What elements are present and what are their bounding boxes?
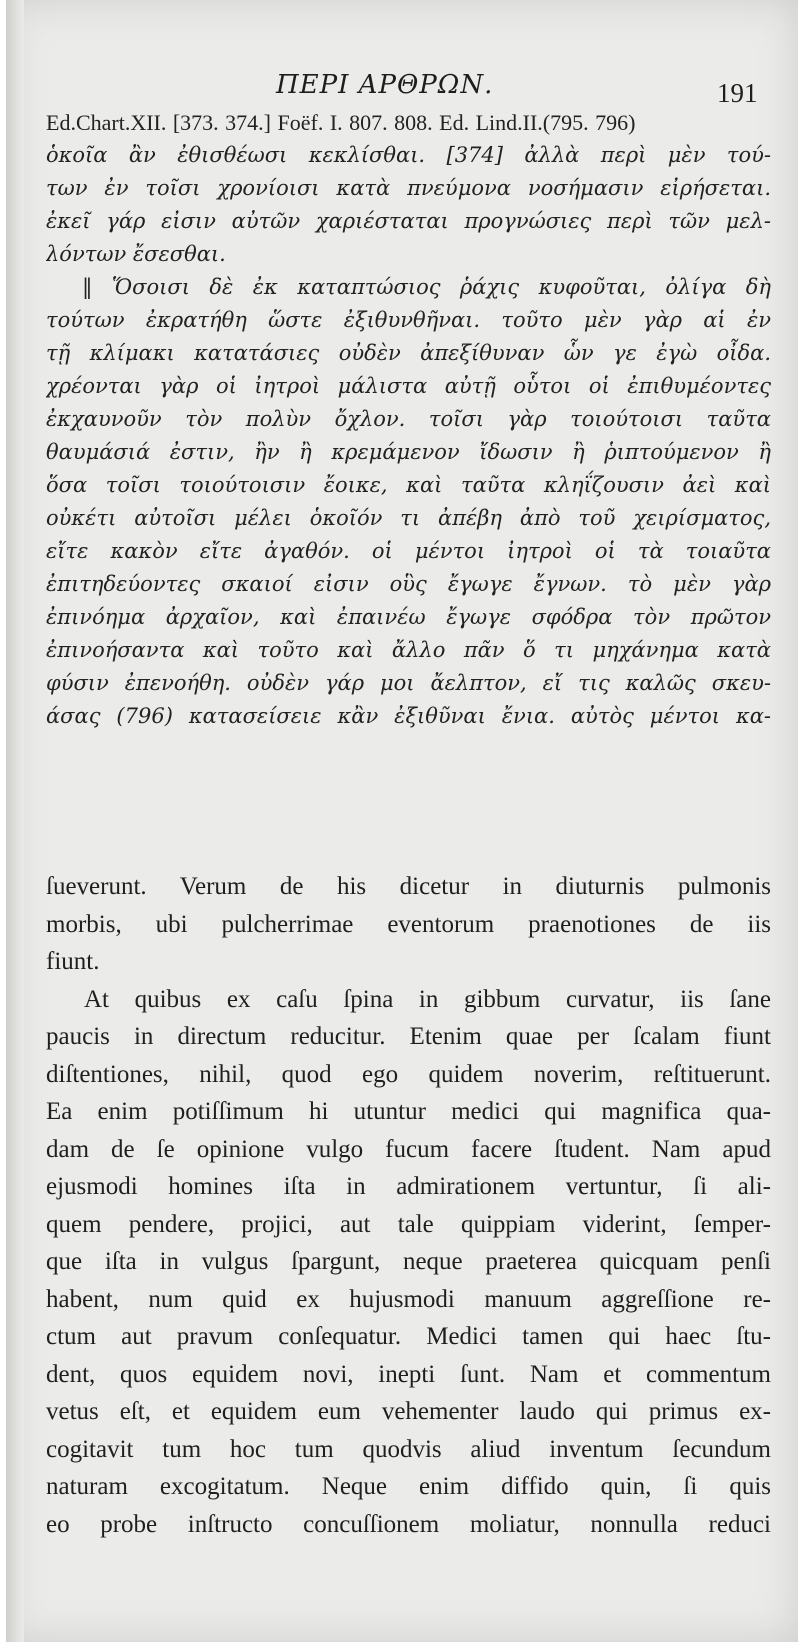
page-spine-shadow [6,0,24,1642]
latin-line: naturam excogitatum. Neque enim diffido quin, ſi quis [46,1473,771,1500]
running-head [6,68,798,108]
latin-line: eo probe inſtructo concuſſionem moliatur, nonnulla reduci [46,1510,771,1538]
latin-line: morbis, ubi pulcherrimae eventorum praenotiones de iis [46,910,771,938]
greek-line: ὅσα τοῖσι τοιούτοισιν ἔοικε, καὶ ταῦτα κληΐζουσιν ἀεὶ καὶ [46,473,771,497]
latin-line: ctum aut pravum conſequatur. Medici tamen qui haec ſtu- [46,1323,771,1350]
greek-text-block [46,106,771,733]
latin-line: vetus eſt, et equidem eum vehementer laudo qui primus ex- [46,1398,771,1425]
greek-line: ὁκοῖα ἂν ἐθισθέωσι κεκλίσθαι. [374] ἀλλὰ περὶ μὲν τού- [46,143,771,167]
greek-line: οὐκέτι αὐτοῖσι μέλει ὁκοῖόν τι ἀπέβη ἀπὸ τοῦ χειρίσματος, [46,506,771,530]
edition-reference-line: Ed.Chart.XII. [373. 374.] Foëf. I. 807. 808. Ed. Lind.II.(795. 796) [46,110,636,135]
page-number: 191 [717,78,758,108]
latin-line: At quibus ex caſu ſpina in gibbum curvatur, iis ſane [84,985,771,1013]
greek-line: λόντων ἔσεσθαι. [46,242,226,266]
greek-line: ἐκχαυνοῦν τὸν πολὺν ὄχλον. τοῖσι γὰρ τοιούτοισι ταῦτα [46,407,771,431]
greek-line: εἴτε κακὸν εἴτε ἀγαθόν. οἱ μέντοι ἰητροὶ οἱ τὰ τοιαῦτα [46,539,771,563]
greek-line: άσας (796) κατασείσειε κἂν ἐξιθῦναι ἔνια. αὐτὸς μέντοι κα- [46,704,771,728]
latin-line: paucis in directum reducitur. Etenim quae per ſcalam fiunt [46,1023,771,1050]
latin-line: dent, quos equidem novi, inepti ſunt. Nam et commentum [46,1360,771,1388]
latin-line: dam de ſe opinione vulgo fucum facere ſtudent. Nam apud [46,1135,771,1163]
greek-line: ἐκεῖ γάρ εἰσιν αὐτῶν χαριέσταται προγνώσιες περὶ τῶν μελ- [46,209,771,233]
book-page [6,0,798,1642]
greek-line: θαυμάσιά ἐστιν, ἢν ἢ κρεμάμενον ἴδωσιν ἢ ῥιπτούμενον ἢ [46,440,771,464]
running-title: ΠΕΡΙ ΑΡΘΡΩΝ. [276,70,494,100]
greek-line: ἐπινοήσαντα καὶ τοῦτο καὶ ἄλλο πᾶν ὅ τι μηχάνημα κατὰ [46,638,771,662]
greek-line: ‖ Ὅσοισι δὲ ἐκ καταπτώσιος ῥάχις κυφοῦται, ὀλίγα δὴ [82,275,771,299]
latin-line: ſueverunt. Verum de his dicetur in diuturnis pulmonis [46,873,771,900]
greek-line: των ἐν τοῖσι χρονίοισι κατὰ πνεύμονα νοσήμασιν εἰρήσεται. [46,176,771,200]
latin-line: quem pendere, projici, aut tale quippiam viderint, ſemper- [46,1210,771,1238]
greek-line: φύσιν ἐπενοήθη. οὐδὲν γάρ μοι ἄελπτον, εἴ τις καλῶς σκευ- [46,671,771,695]
latin-line: diſtentiones, nihil, quod ego quidem noverim, reſtituerunt. [46,1060,771,1088]
latin-line: ejusmodi homines iſta in admirationem vertuntur, ſi ali- [46,1173,771,1200]
greek-line: τούτων ἐκρατήθη ὥστε ἐξιθυνθῆναι. τοῦτο μὲν γὰρ αἱ ἐν [46,308,771,332]
greek-line: ἐπιτηδεύοντες σκαιοί εἰσιν οὓς ἔγωγε ἔγνων. τὸ μὲν γὰρ [46,572,771,596]
greek-line: χρέονται γὰρ οἱ ἰητροὶ μάλιστα αὐτῇ οὗτοι οἱ ἐπιθυμέοντες [46,374,771,398]
latin-text-block [46,868,771,1543]
greek-line: τῇ κλίμακι κατατάσιες οὐδὲν ἀπεξίθυναν ὧν γε ἐγὼ οἶδα. [46,341,771,365]
latin-line: que iſta in vulgus ſpargunt, neque praeterea quicquam penſi [46,1248,771,1275]
latin-line: Ea enim potiſſimum hi utuntur medici qui magnifica qua- [46,1098,771,1125]
latin-line: fiunt. [46,948,100,975]
latin-line: cogitavit tum hoc tum quodvis aliud inventum ſecundum [46,1435,771,1463]
latin-line: habent, num quid ex hujusmodi manuum aggreſſione re- [46,1285,771,1313]
greek-line: ἐπινόημα ἀρχαῖον, καὶ ἐπαινέω ἔγωγε σφόδρα τὸν πρῶτον [46,605,771,629]
